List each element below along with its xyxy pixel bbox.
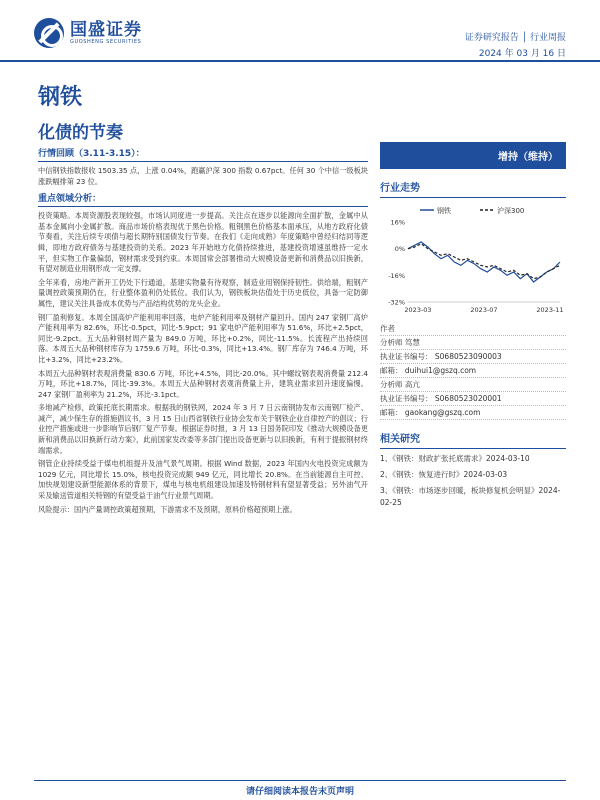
header-divider — [0, 60, 600, 62]
analyst-line: 执业证书编号： S0680523090003 — [380, 350, 566, 364]
legend-label: 沪深300 — [497, 207, 525, 215]
analyst-block — [380, 322, 566, 420]
company-logo — [34, 18, 142, 48]
x-tick-label: 2023-07 — [470, 306, 498, 314]
analyst-line: 分析师 高亢 — [380, 378, 566, 392]
trend-chart-svg — [380, 202, 566, 322]
analyst-line: 分析师 笃慧 — [380, 336, 566, 350]
analyst-line: 作者 — [380, 322, 566, 336]
related-item: 1、《钢铁：财政扩张托底需求》2024-03-10 — [380, 454, 530, 463]
analyst-line: 执业证书编号： S0680523020001 — [380, 392, 566, 406]
footer — [0, 776, 600, 800]
related-list — [380, 453, 566, 509]
series-line-1 — [408, 244, 560, 279]
legend-label: 钢铁 — [437, 207, 451, 215]
analyst-line: 邮箱： duihui1@gszq.com — [380, 364, 566, 378]
sidebar — [380, 142, 566, 509]
related-item: 3、《钢铁：市场逐步回暖，板块修复机会明显》2024-02-25 — [380, 486, 561, 507]
section-paragraph: 钢厂盈利修复。本周全国高炉产能利用率回落，电炉产能利用率及钢材产量回升。国内 247 家钢厂高炉产能利用率为 82.6%，环比-0.5pct，同比-5.9pct；91 家电炉产能利用率为 51.6%，环比+2.5pct，同比-9.2pct。五大品种钢材周产量为 849.0 万吨，环比+0.2%，同比-11.5%。长流程产出持续回落。本周五大品种钢材库存为 1759.6 万吨，环比-0.3%，同比+13.4%。钢厂库存为 746.4 万吨，环比+3.2%，同比+23.2%。 — [38, 312, 368, 364]
section-paragraph: 钢管企业持续受益于煤电机组提升及油气景气周期。根据 Wind 数据，2023 年国内火电投资完成额为 1029 亿元，同比增长 15.0%，核电投资完成额 949 亿元，同比增长 20.8%。在当前能源自主可控、加快规划建设新型能源体系的背景下，煤电与核电机组建设加速及特钢材料有望显著受益；另外油气开采及输送管道相关特钢的有望受益于油气行业景气周期。 — [38, 459, 368, 501]
logo-icon — [34, 18, 64, 48]
footer-divider — [34, 780, 566, 781]
section-title: 重点领域分析： — [38, 191, 368, 207]
y-tick-label: -32% — [388, 298, 405, 307]
report-date: 2024 年 03 月 16 日 — [478, 49, 566, 59]
logo-name: 国盛证券 — [70, 19, 142, 40]
analyst-line: 邮箱： gaokang@gszq.com — [380, 406, 566, 420]
trend-chart — [380, 202, 566, 322]
report-title: 化债的节奏 — [38, 123, 123, 143]
section-paragraph: 全年来看，房地产新开工仍处下行通道，基建实物量有待观察，制造业用钢保持韧性。供给端，粗钢产量调控政策预期仍在，行业整体盈利仍处低位。我们认为，钢铁板块估值处于历史低位，具备一定防御属性，建议关注具备成本优势与产品结构优势的龙头企业。 — [38, 277, 368, 308]
report-header — [0, 0, 600, 62]
related-title: 相关研究 — [380, 430, 566, 449]
y-tick-label: 0% — [394, 245, 405, 254]
main-content — [38, 142, 368, 518]
x-tick-label: 2023-03 — [404, 306, 432, 314]
section-paragraph: 本周五大品种钢材表观消费量 830.6 万吨，环比+4.5%，同比-20.0%。其中螺纹钢表观消费量 212.4 万吨，环比+18.7%，同比-39.3%。本周五大品种钢材表观消费量上升，建筑业需求回升速度偏慢。247 家钢厂盈利率为 21.2%，环比-3.1pct。 — [38, 368, 368, 399]
footer-disclaimer: 请仔细阅读本报告末页声明 — [245, 787, 354, 797]
series-line-0 — [408, 242, 560, 282]
x-tick-label: 2023-11 — [536, 306, 564, 314]
section-paragraph: 中信钢铁指数报收 1503.35 点，上涨 0.04%，跑赢沪深 300 指数 0.67pct。任何 30 个中信一级板块涨跌幅排第 23 位。 — [38, 166, 368, 186]
trend-title: 行业走势 — [380, 179, 566, 198]
section-paragraph: 多地减产检修，政策托底长期需求。根据我的钢铁网，2024 年 3 月 7 日云南钢协发布云南钢厂检产、减产，减少保生存的措施倡议书，3 月 15 日山西省钢铁行业协会发布关于钢铁企业自律控产的倡议；行业控产措施或进一步影响节后钢厂复产节奏。根据证券时报，3 月 13 日国务院印发《推动大规模设备更新和消费品以旧换新行动方案》，此前国家发改委等多部门提出设备更新与以旧换新，有利于提振钢材终端需求。 — [38, 403, 368, 455]
section-paragraph: 投资策略。本周资源股表现较强，市场认同度进一步提高。关注点在逐步以能源向全面扩散，金属中从基本金属向小金属扩散。商品市场价格表现优于黑色价格。粗钢黑色价格基本面承压，从地方政府化债节奏看，关注后续专项债与超长期特别国债发行节奏。在我们《走向成熟》年度策略中曾经归结同等逻辑，即地方政府债务与基建投资的关系。2023 年开始地方化债持续推进，基建投资增速虽维持一定水平，但实物工作量偏弱，钢材需求受到约束。本周国常会部署推动大规模设备更新和消费品以旧换新，有望对制造业用钢形成一定支撑。 — [38, 211, 368, 274]
logo-name-en: GUOSHENG SECURITIES — [70, 38, 142, 45]
y-tick-label: 16% — [390, 218, 405, 227]
related-item: 2、《钢铁：恢复进行时》2024-03-03 — [380, 470, 508, 479]
rating-badge: 增持（维持） — [380, 142, 566, 169]
industry-name: 钢铁 — [38, 85, 83, 110]
report-type: 证券研究报告 │ 行业周报 — [464, 33, 566, 43]
y-tick-label: -16% — [388, 271, 405, 280]
section-paragraph: 风险提示：国内产量调控政策超预期，下游需求不及预期，原料价格超预期上涨。 — [38, 504, 297, 514]
section-title: 行情回顾（3.11-3.15）： — [38, 146, 368, 162]
